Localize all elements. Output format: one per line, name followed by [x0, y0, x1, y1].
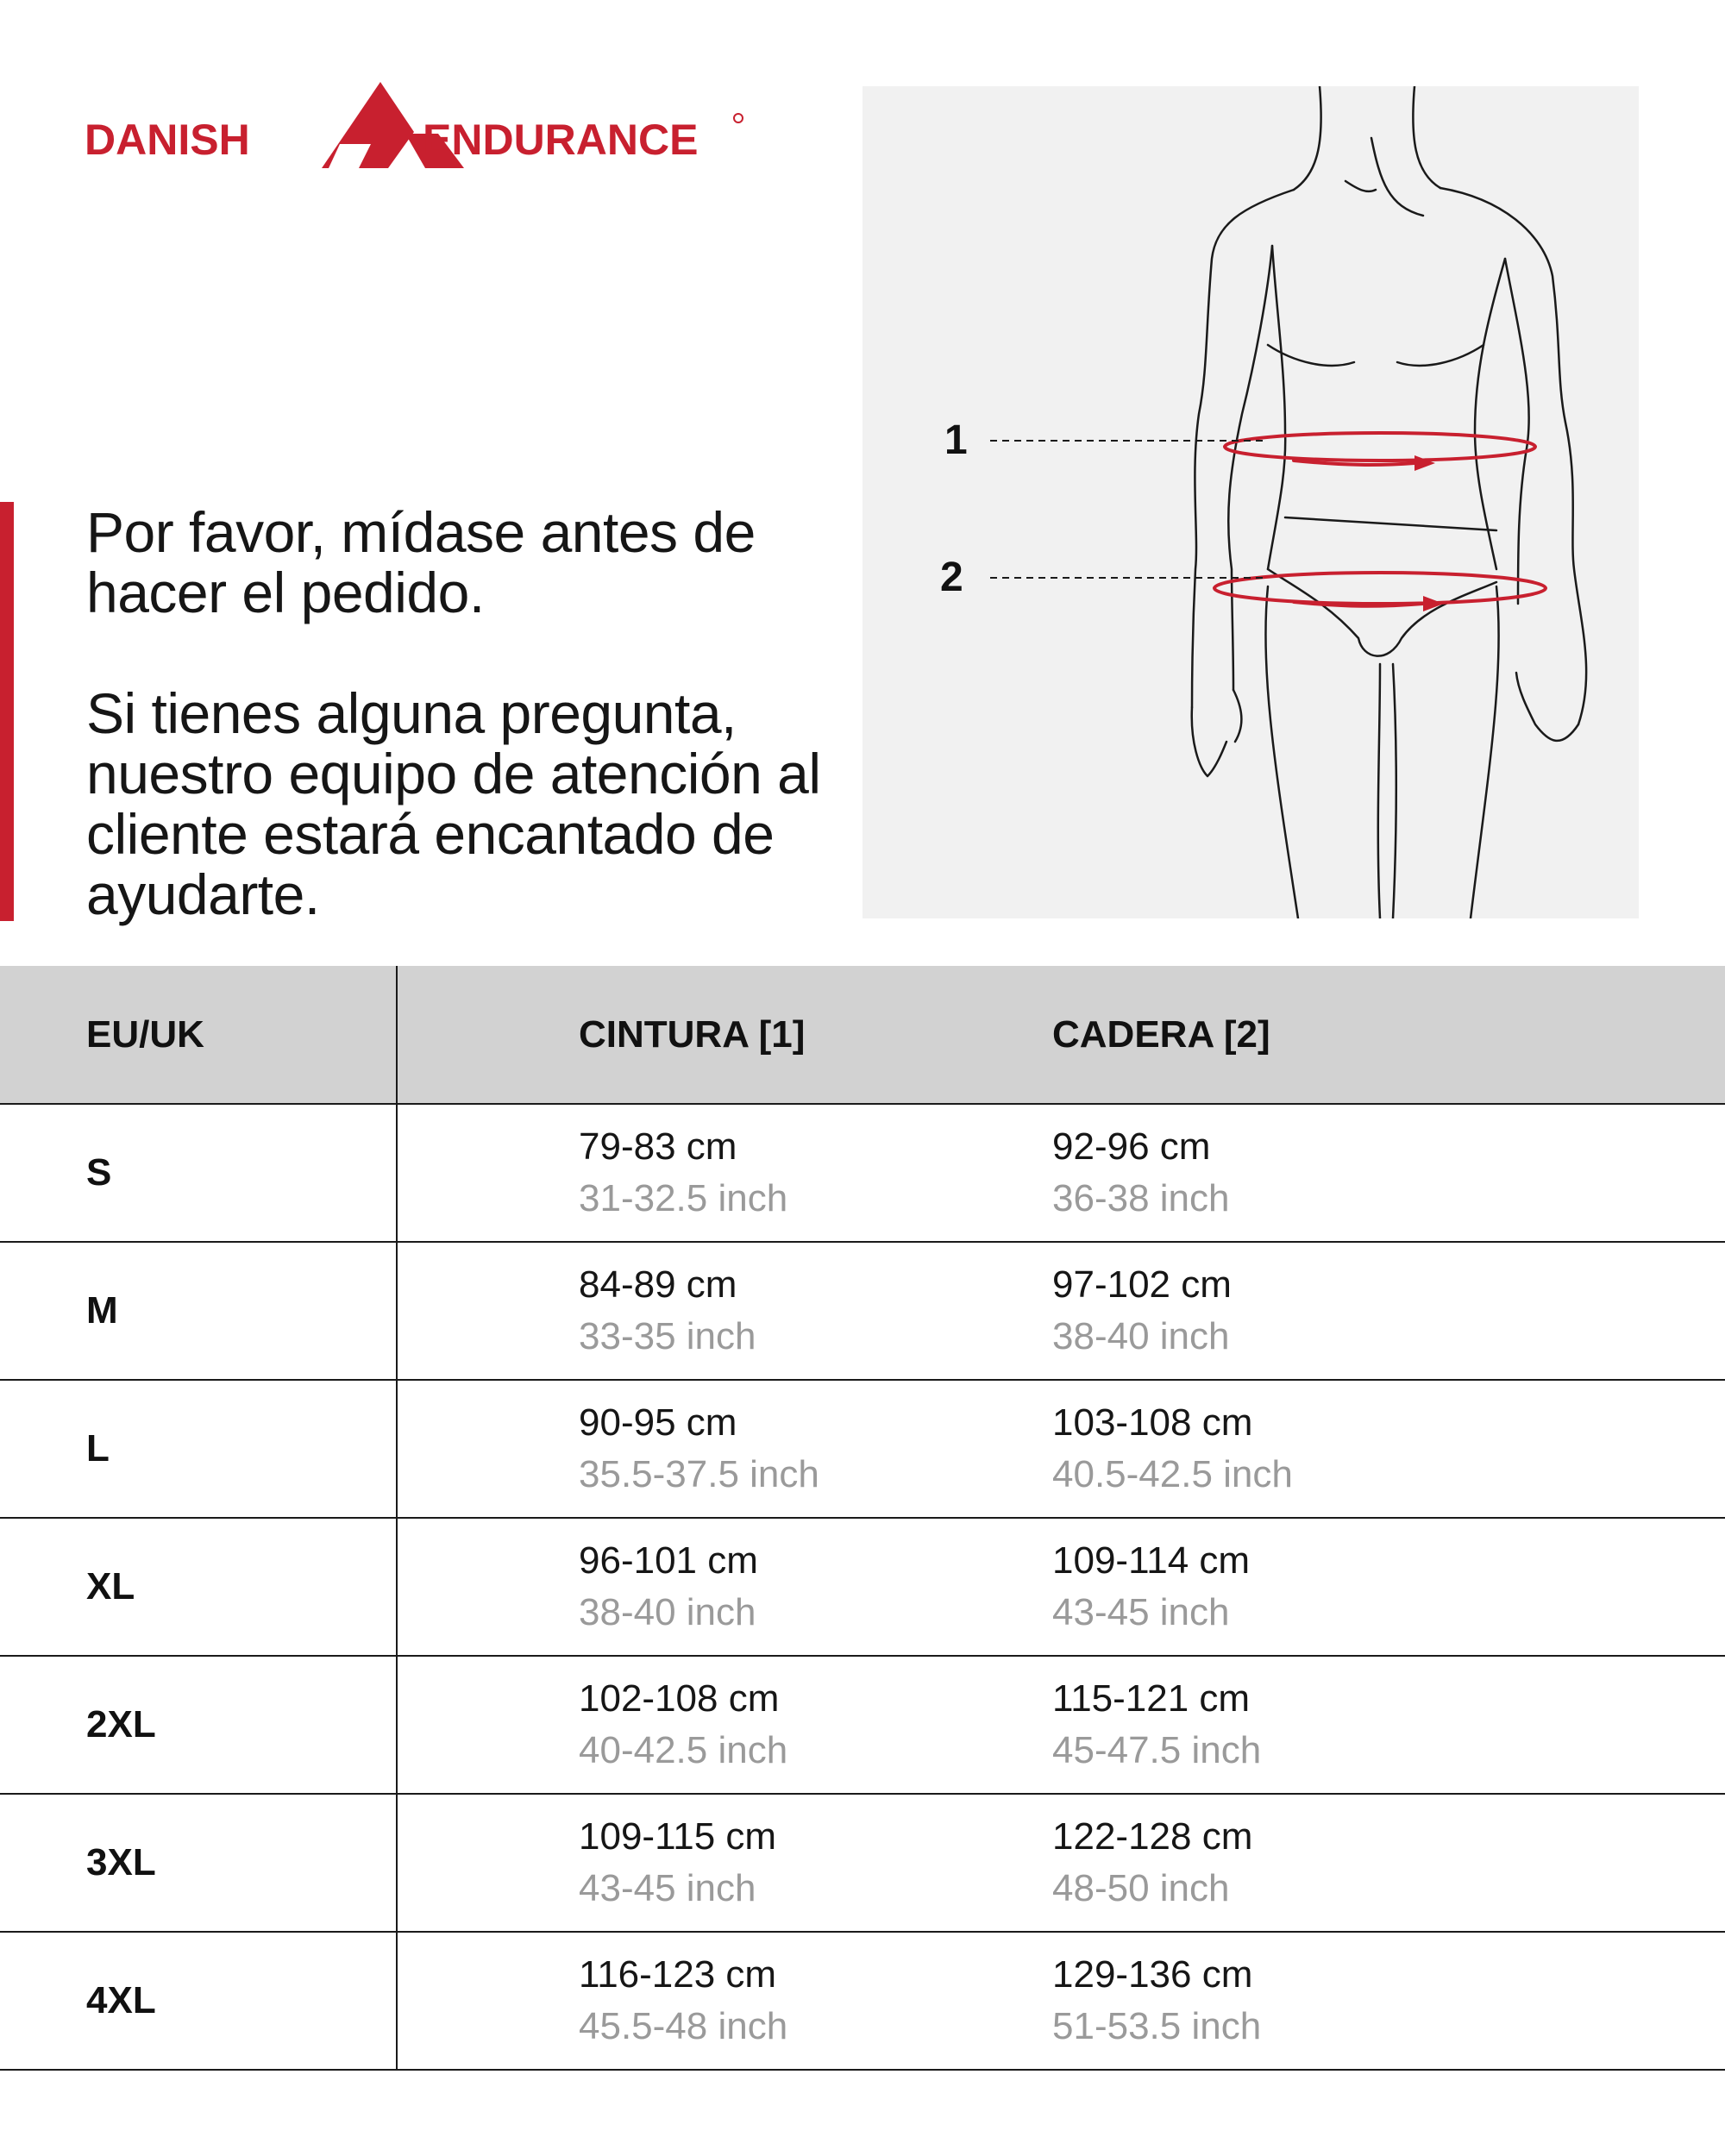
hip-inch: 45-47.5 inch: [1052, 1729, 1262, 1771]
intro-text: [86, 502, 845, 924]
hip-inch: 40.5-42.5 inch: [1052, 1453, 1293, 1495]
size-label: 3XL: [86, 1841, 156, 1883]
header-size: EU/UK: [0, 966, 397, 1104]
table-row: [0, 1932, 1725, 2070]
hip-inch: 38-40 inch: [1052, 1315, 1230, 1357]
waist-inch: 40-42.5 inch: [579, 1729, 788, 1771]
table-row: [0, 1656, 1725, 1794]
brand-logo-graphic: [85, 82, 749, 177]
hip-cm: 109-114 cm: [1052, 1539, 1251, 1582]
hip-cm: 122-128 cm: [1052, 1815, 1253, 1858]
hip-inch: 51-53.5 inch: [1052, 2005, 1262, 2047]
hip-cm: 103-108 cm: [1052, 1401, 1253, 1444]
waist-cm: 84-89 cm: [579, 1263, 737, 1306]
intro-support-note: Si tienes alguna pregunta, nuestro equipo de atención al cliente estará encantado de ayudarte.: [86, 681, 821, 926]
waist-cm: 79-83 cm: [579, 1125, 737, 1168]
waist-cm: 102-108 cm: [579, 1677, 780, 1720]
table-row: [0, 1794, 1725, 1932]
measure-marker-1: 1: [944, 417, 968, 463]
size-label: 2XL: [86, 1703, 156, 1745]
table-row: [0, 1518, 1725, 1656]
size-chart-table: [0, 966, 1725, 2071]
size-label: L: [86, 1427, 110, 1470]
hip-inch: 36-38 inch: [1052, 1177, 1230, 1219]
size-label: 4XL: [86, 1979, 156, 2021]
table-row: [0, 1380, 1725, 1518]
waist-inch: 35.5-37.5 inch: [579, 1453, 819, 1495]
size-label: S: [86, 1151, 112, 1194]
waist-cm: 90-95 cm: [579, 1401, 737, 1444]
waist-inch: 33-35 inch: [579, 1315, 756, 1357]
body-figure-panel: [862, 86, 1639, 918]
header-hip: CADERA [2]: [1052, 966, 1725, 1104]
size-label: XL: [86, 1565, 135, 1608]
table-header-row: [0, 966, 1725, 1104]
waist-cm: 96-101 cm: [579, 1539, 758, 1582]
hip-cm: 129-136 cm: [1052, 1953, 1253, 1996]
waist-inch: 43-45 inch: [579, 1867, 756, 1909]
brand-name-right: ENDURANCE: [423, 116, 699, 164]
waist-inch: 45.5-48 inch: [579, 2005, 788, 2047]
brand-name-left: DANISH: [85, 116, 250, 164]
hip-cm: 115-121 cm: [1052, 1677, 1251, 1720]
hip-cm: 97-102 cm: [1052, 1263, 1232, 1306]
hip-inch: 48-50 inch: [1052, 1867, 1230, 1909]
table-row: [0, 1104, 1725, 1242]
header-waist: CINTURA [1]: [397, 966, 1052, 1104]
body-outline-illustration: [862, 86, 1639, 918]
hip-inch: 43-45 inch: [1052, 1591, 1230, 1633]
intro-measure-note: Por favor, mídase antes de hacer el pedido.: [86, 500, 756, 624]
hip-cm: 92-96 cm: [1052, 1125, 1211, 1168]
waist-cm: 116-123 cm: [579, 1953, 777, 1996]
size-label: M: [86, 1289, 118, 1332]
accent-bar: [0, 502, 14, 921]
measure-marker-2: 2: [940, 555, 963, 600]
waist-inch: 31-32.5 inch: [579, 1177, 788, 1219]
waist-cm: 109-115 cm: [579, 1815, 777, 1858]
waist-inch: 38-40 inch: [579, 1591, 756, 1633]
table-row: [0, 1242, 1725, 1380]
brand-logo: [85, 82, 749, 177]
